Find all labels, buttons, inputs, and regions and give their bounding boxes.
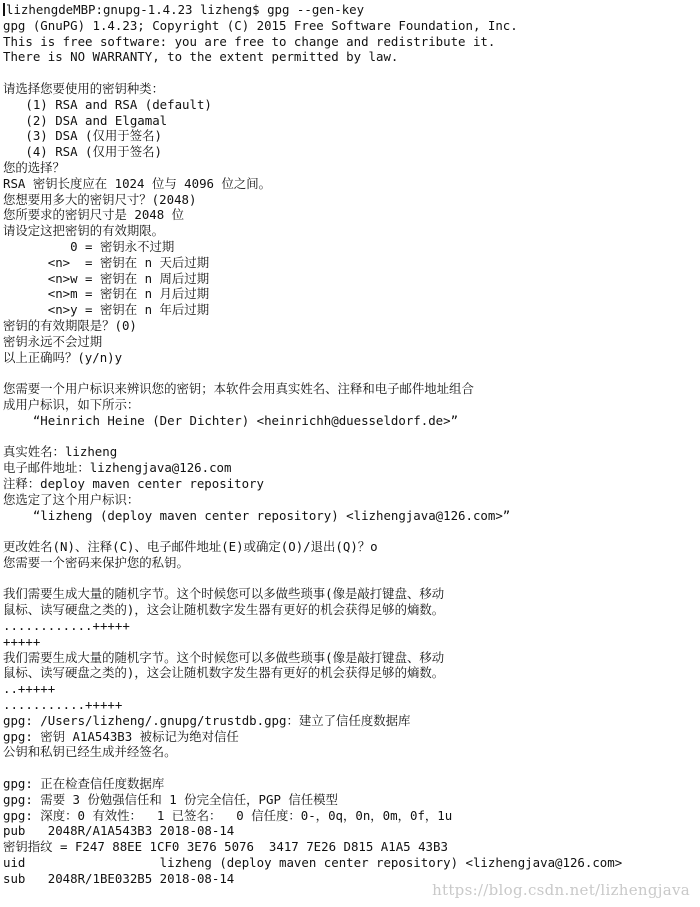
terminal-line <box>3 34 700 50</box>
terminal-line-text: gpg: 密钥 A1A543B3 被标记为绝对信任 <box>3 728 239 744</box>
terminal-line <box>3 823 700 839</box>
terminal-line <box>3 586 700 602</box>
terminal-line-text: 公钥和私钥已经生成并经签名。 <box>3 744 177 760</box>
terminal-line <box>3 255 700 271</box>
watermark: https://blog.csdn.net/lizhengjava <box>432 881 690 899</box>
terminal-line <box>3 318 700 334</box>
terminal-line-text: 我们需要生成大量的随机字节。这个时候您可以多做些琐事(像是敲打键盘、移动 <box>3 649 445 665</box>
terminal-line <box>3 492 700 508</box>
terminal-line-text: 您需要一个密码来保护您的私钥。 <box>3 554 189 570</box>
terminal-line-text: 真实姓名：lizheng <box>3 444 118 460</box>
terminal-line <box>3 65 700 81</box>
terminal-line-text: <n>w = 密钥在 n 周后过期 <box>3 270 210 286</box>
terminal-line-text: gpg: 深度：0 有效性： 1 已签名： 0 信任度：0-，0q，0n，0m，0f，1u <box>3 807 453 823</box>
terminal-line <box>3 429 700 445</box>
terminal-line <box>3 271 700 287</box>
terminal-line-text: ...........+++++ <box>3 697 123 713</box>
terminal-line-text: 鼠标、读写硬盘之类的)，这会让随机数字发生器有更好的机会获得足够的熵数。 <box>3 665 445 681</box>
terminal-line <box>3 2 700 18</box>
terminal-line <box>3 239 700 255</box>
terminal-line <box>3 555 700 571</box>
terminal-line <box>3 207 700 223</box>
terminal-line <box>3 302 700 318</box>
terminal-line <box>3 744 700 760</box>
terminal-line-text: 请设定这把密钥的有效期限。 <box>3 223 165 239</box>
terminal-line-text: gpg: 正在检查信任度数据库 <box>3 776 165 792</box>
terminal-line-text: <n>m = 密钥在 n 月后过期 <box>3 286 210 302</box>
terminal-line <box>3 523 700 539</box>
terminal-line-text: uid lizheng (deploy maven center repository) <lizhengjava@126.com> <box>3 855 623 871</box>
terminal-line-text: 成用户标识，如下所示： <box>3 396 140 412</box>
terminal-line <box>3 697 700 713</box>
terminal-line <box>3 776 700 792</box>
terminal-line-text: 0 = 密钥永不过期 <box>3 238 175 254</box>
terminal-line-text: “lizheng (deploy maven center repository) <lizhengjava@126.com>” <box>3 507 511 523</box>
terminal-line <box>3 160 700 176</box>
terminal-line <box>3 365 700 381</box>
terminal-line <box>3 539 700 555</box>
terminal-line-text: 注释：deploy maven center repository <box>3 475 264 491</box>
terminal-line-text: sub 2048R/1BE032B5 2018-08-14 <box>3 870 235 886</box>
text-cursor-icon <box>3 3 5 16</box>
terminal-line <box>3 128 700 144</box>
terminal-line-text: ..+++++ <box>3 681 56 697</box>
terminal-line <box>3 81 700 97</box>
terminal-line-text: pub 2048R/A1A543B3 2018-08-14 <box>3 823 235 839</box>
terminal-line-text: 您想要用多大的密钥尺寸？(2048) <box>3 191 197 207</box>
terminal-line-text: gpg (GnuPG) 1.4.23; Copyright (C) 2015 Free Software Foundation, Inc. <box>3 17 518 33</box>
terminal-line-text: 密钥指纹 = F247 88EE 1CF0 3E76 5076 3417 7E26 D815 A1A5 43B3 <box>3 839 448 855</box>
terminal-line-text: 我们需要生成大量的随机字节。这个时候您可以多做些琐事(像是敲打键盘、移动 <box>3 586 445 602</box>
terminal-line <box>3 681 700 697</box>
terminal-line-text: gpg: /Users/lizheng/.gnupg/trustdb.gpg：建立了信任度数据库 <box>3 712 411 728</box>
terminal-line-text: <n> = 密钥在 n 天后过期 <box>3 254 210 270</box>
terminal-line <box>3 113 700 129</box>
terminal-line <box>3 839 700 855</box>
terminal-line <box>3 334 700 350</box>
terminal-line <box>3 571 700 587</box>
terminal-line <box>3 350 700 366</box>
terminal-line-text: 您需要一个用户标识来辨识您的密钥；本软件会用真实姓名、注释和电子邮件地址组合 <box>3 381 474 397</box>
terminal-line <box>3 286 700 302</box>
terminal-line <box>3 760 700 776</box>
terminal-line-text: RSA 密钥长度应在 1024 位与 4096 位之间。 <box>3 175 272 191</box>
terminal-line <box>3 665 700 681</box>
terminal-line <box>3 381 700 397</box>
terminal-line-text: 鼠标、读写硬盘之类的)，这会让随机数字发生器有更好的机会获得足够的熵数。 <box>3 602 445 618</box>
terminal-line <box>3 413 700 429</box>
terminal-line-text: There is NO WARRANTY, to the extent permitted by law. <box>3 49 399 65</box>
terminal-line-text: 更改姓名(N)、注释(C)、电子邮件地址(E)或确定(O)/退出(Q)？o <box>3 539 378 555</box>
terminal-line <box>3 176 700 192</box>
terminal-line <box>3 792 700 808</box>
terminal-line <box>3 49 700 65</box>
terminal-line-text: 电子邮件地址：lizhengjava@126.com <box>3 460 232 476</box>
terminal-line-text: 您选定了这个用户标识： <box>3 491 140 507</box>
terminal-line <box>3 460 700 476</box>
terminal-line-text: +++++ <box>3 633 41 649</box>
terminal-line <box>3 97 700 113</box>
terminal-line <box>3 713 700 729</box>
terminal-line-text: gpg: 需要 3 份勉强信任和 1 份完全信任，PGP 信任模型 <box>3 791 338 807</box>
terminal-line <box>3 144 700 160</box>
terminal-line <box>3 602 700 618</box>
terminal-line-text: 您的选择？ <box>3 159 65 175</box>
terminal-line <box>3 729 700 745</box>
terminal-line <box>3 18 700 34</box>
terminal-line-text: ............+++++ <box>3 618 130 634</box>
terminal-line-text: 密钥的有效期限是？(0) <box>3 317 137 333</box>
terminal-line <box>3 650 700 666</box>
terminal-output <box>3 2 700 887</box>
terminal-line <box>3 397 700 413</box>
terminal-line <box>3 444 700 460</box>
terminal-line-text: <n>y = 密钥在 n 年后过期 <box>3 302 210 318</box>
terminal-line-text: 您所要求的密钥尺寸是 2048 位 <box>3 207 185 223</box>
terminal-line <box>3 855 700 871</box>
terminal-line-text: lizhengdeMBP:gnupg-1.4.23 lizheng$ gpg --gen-key <box>6 2 365 17</box>
terminal-line <box>3 634 700 650</box>
terminal-line <box>3 618 700 634</box>
terminal-line-text: 请选择您要使用的密钥种类： <box>3 80 165 96</box>
terminal-line-text: (2) DSA and Elgamal <box>3 112 168 128</box>
terminal-line-text: This is free software: you are free to change and redistribute it. <box>3 33 496 49</box>
terminal-line-text: 以上正确吗？(y/n)y <box>3 349 123 365</box>
terminal-line-text: (4) RSA (仅用于签名) <box>3 144 162 160</box>
terminal-line <box>3 808 700 824</box>
terminal-line-text: 密钥永远不会过期 <box>3 333 103 349</box>
terminal-line <box>3 476 700 492</box>
terminal-line <box>3 508 700 524</box>
terminal-line-text: (3) DSA (仅用于签名) <box>3 128 162 144</box>
terminal-line-text: (1) RSA and RSA (default) <box>3 96 212 112</box>
terminal-line <box>3 223 700 239</box>
terminal-line <box>3 192 700 208</box>
terminal-line-text: “Heinrich Heine (Der Dichter) <heinrichh@duesseldorf.de>” <box>3 412 459 428</box>
